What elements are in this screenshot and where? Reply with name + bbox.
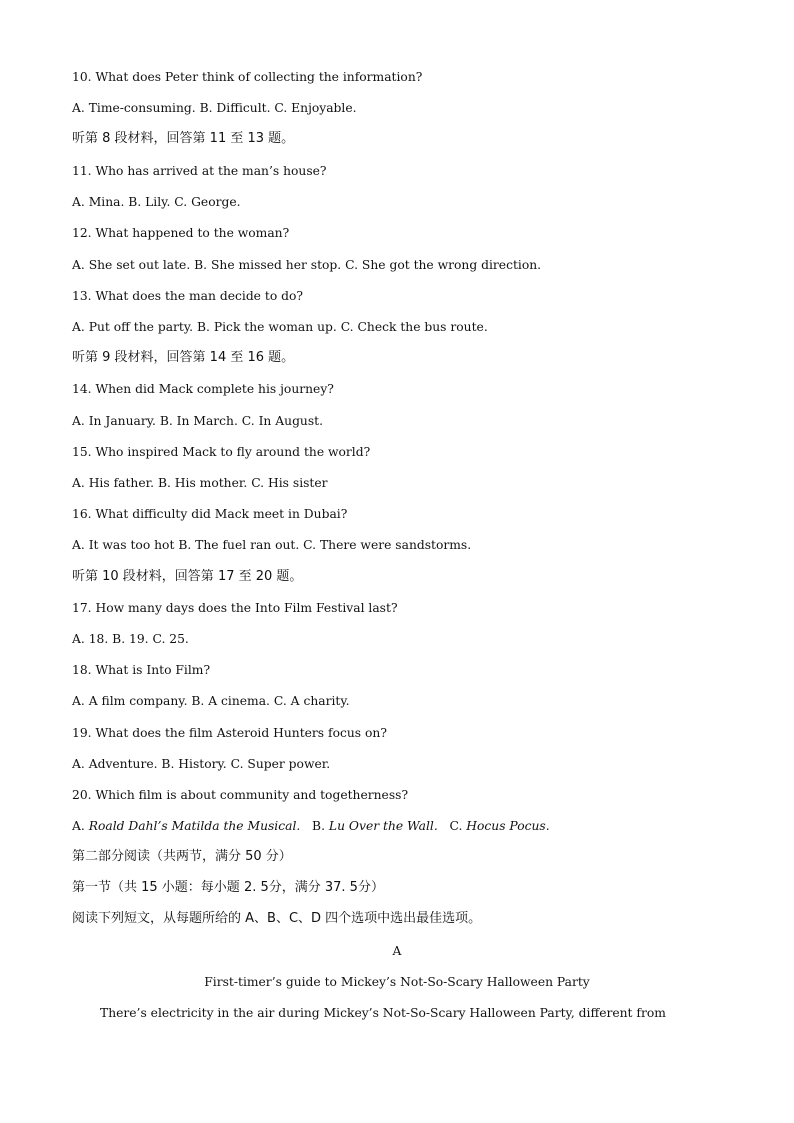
options-18: A. A film company. B. A cinema. C. A charity.	[72, 694, 350, 708]
passage-first-line: There’s electricity in the air during Mickey’s Not-So-Scary Halloween Party, different from	[100, 1006, 666, 1020]
question-10: 10. What does Peter think of collecting the information?	[72, 70, 423, 84]
question-19: 19. What does the film Asteroid Hunters focus on?	[72, 726, 387, 740]
question-17: 17. How many days does the Into Film Festival last?	[72, 601, 398, 615]
options-20	[72, 818, 762, 834]
question-15: 15. Who inspired Mack to fly around the world?	[72, 445, 371, 459]
option-b-text: Lu Over the Wall.	[328, 819, 438, 833]
question-18: 18. What is Into Film?	[72, 663, 211, 677]
options-11: A. Mina. B. Lily. C. George.	[72, 195, 241, 209]
option-a-prefix: A.	[72, 819, 85, 833]
option-c-prefix: C.	[449, 819, 463, 833]
question-16: 16. What difficulty did Mack meet in Dubai?	[72, 507, 348, 521]
options-19: A. Adventure. B. History. C. Super power.	[72, 757, 331, 771]
question-11: 11. Who has arrived at the man’s house?	[72, 164, 327, 178]
options-14: A. In January. B. In March. C. In August.	[72, 414, 324, 428]
options-13: A. Put off the party. B. Pick the woman up. C. Check the bus route.	[72, 320, 488, 334]
question-12: 12. What happened to the woman?	[72, 226, 290, 240]
section-1-title: 第一节（共 15 小题：每小题 2. 5分，满分 37. 5分）	[72, 880, 384, 895]
passage-letter: A	[392, 944, 402, 958]
option-c-text: Hocus Pocus.	[466, 819, 550, 833]
options-17: A. 18. B. 19. C. 25.	[72, 632, 189, 646]
section-2-title: 第二部分阅读（共两节，满分 50 分）	[72, 849, 292, 864]
option-a-text: Roald Dahl’s Matilda the Musical.	[88, 819, 301, 833]
question-20: 20. Which film is about community and togetherness?	[72, 788, 409, 802]
question-14: 14. When did Mack complete his journey?	[72, 382, 334, 396]
question-13: 13. What does the man decide to do?	[72, 289, 303, 303]
option-b-prefix: B.	[312, 819, 325, 833]
reading-instruction: 阅读下列短文，从每题所给的 A、B、C、D 四个选项中选出最佳选项。	[72, 911, 482, 926]
options-16: A. It was too hot B. The fuel ran out. C. There were sandstorms.	[72, 538, 472, 552]
options-12: A. She set out late. B. She missed her stop. C. She got the wrong direction.	[72, 258, 542, 272]
options-15: A. His father. B. His mother. C. His sister	[72, 476, 328, 490]
passage-title: First-timer’s guide to Mickey’s Not-So-Scary Halloween Party	[204, 975, 590, 989]
listening-section-10-heading: 听第 10 段材料，回答第 17 至 20 题。	[72, 569, 303, 584]
listening-section-9-heading: 听第 9 段材料，回答第 14 至 16 题。	[72, 350, 295, 365]
listening-section-8-heading: 听第 8 段材料，回答第 11 至 13 题。	[72, 131, 295, 146]
options-10: A. Time-consuming. B. Difficult. C. Enjoyable.	[72, 101, 357, 115]
